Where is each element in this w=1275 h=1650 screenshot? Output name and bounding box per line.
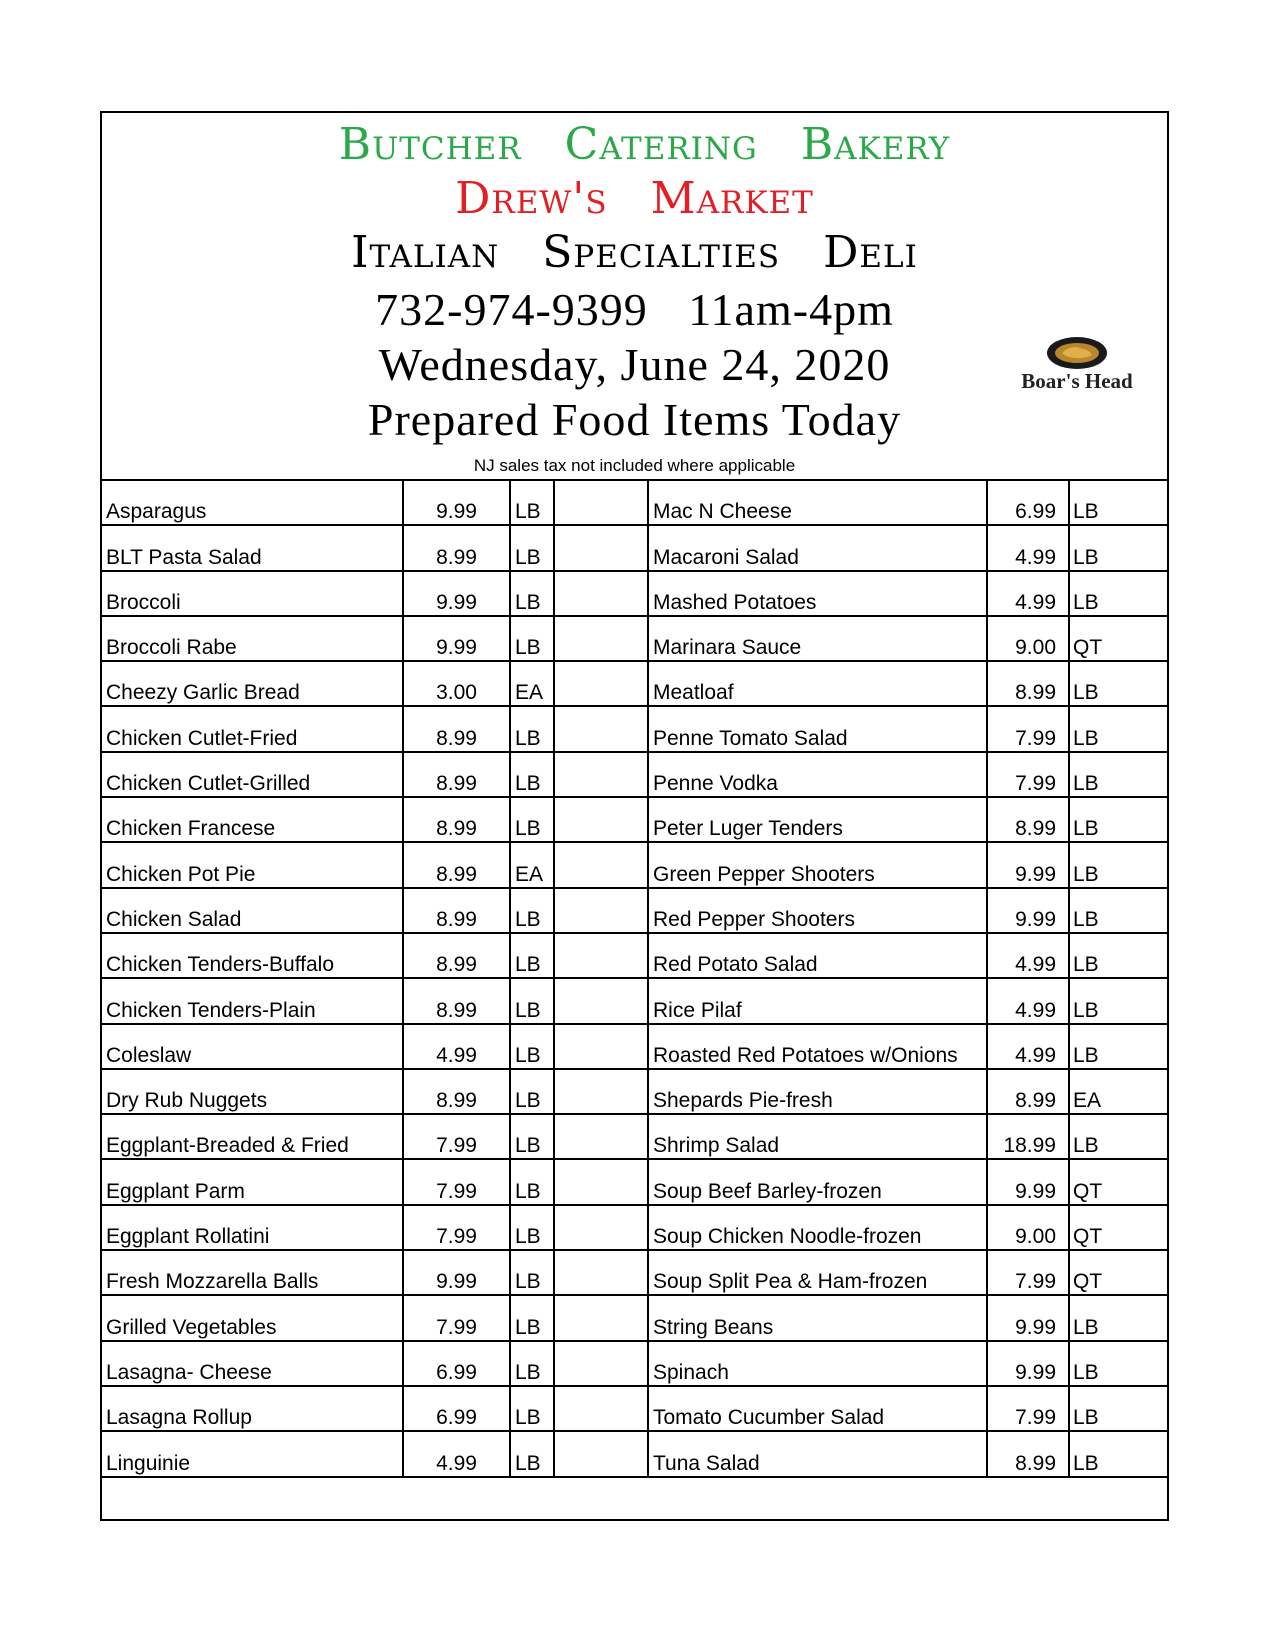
table-row [102, 752, 1167, 797]
item-unit: QT [1069, 616, 1167, 661]
item-price: 8.99 [403, 933, 510, 978]
item-unit: LB [510, 1069, 554, 1114]
item-price: 7.99 [987, 1386, 1069, 1431]
item-name: Chicken Tenders-Buffalo [102, 933, 403, 978]
item-unit: LB [510, 480, 554, 525]
menu-sheet [100, 111, 1169, 1521]
service-butcher: Butcher [338, 119, 522, 170]
item-price: 8.99 [403, 978, 510, 1023]
item-name: Shrimp Salad [648, 1114, 987, 1159]
specialty-deli: Deli [823, 227, 918, 278]
table-row [102, 978, 1167, 1023]
column-gap [554, 1114, 648, 1159]
table-row [102, 1295, 1167, 1340]
boars-head-logo [1012, 335, 1142, 395]
column-gap [554, 1341, 648, 1386]
table-row [102, 1205, 1167, 1250]
item-price: 7.99 [403, 1295, 510, 1340]
item-unit: LB [1069, 571, 1167, 616]
specialties-line [102, 227, 1167, 278]
item-name: Roasted Red Potatoes w/Onions [648, 1024, 987, 1069]
item-name: Chicken Cutlet-Fried [102, 706, 403, 751]
item-price: 9.00 [987, 1205, 1069, 1250]
table-row [102, 706, 1167, 751]
column-gap [554, 1386, 648, 1431]
store-name [102, 173, 1167, 224]
column-gap [554, 525, 648, 570]
specialty-specialties: Specialties [542, 227, 781, 278]
column-gap [554, 1069, 648, 1114]
item-name: Lasagna Rollup [102, 1386, 403, 1431]
item-price: 3.00 [403, 661, 510, 706]
item-price: 7.99 [403, 1114, 510, 1159]
item-name: Meatloaf [648, 661, 987, 706]
item-unit: LB [510, 1024, 554, 1069]
item-unit: LB [1069, 1114, 1167, 1159]
item-unit: LB [510, 797, 554, 842]
item-price: 9.99 [403, 616, 510, 661]
item-price: 6.99 [403, 1341, 510, 1386]
column-gap [554, 616, 648, 661]
item-price: 9.99 [987, 1295, 1069, 1340]
item-name: Mac N Cheese [648, 480, 987, 525]
item-unit: LB [510, 1205, 554, 1250]
item-unit: LB [1069, 752, 1167, 797]
table-row [102, 525, 1167, 570]
item-name: Tuna Salad [648, 1431, 987, 1476]
logo-text: Boar's Head [1021, 369, 1133, 393]
store-name-word-2: Market [650, 173, 814, 224]
item-name: Broccoli [102, 571, 403, 616]
column-gap [554, 1431, 648, 1476]
item-name: Macaroni Salad [648, 525, 987, 570]
item-name: Penne Tomato Salad [648, 706, 987, 751]
item-name: Rice Pilaf [648, 978, 987, 1023]
table-row [102, 1341, 1167, 1386]
item-price: 4.99 [403, 1024, 510, 1069]
item-price: 8.99 [987, 1069, 1069, 1114]
item-unit: LB [510, 933, 554, 978]
item-name: Chicken Tenders-Plain [102, 978, 403, 1023]
item-unit: LB [510, 1114, 554, 1159]
item-unit: QT [1069, 1159, 1167, 1204]
item-price: 9.99 [987, 1341, 1069, 1386]
item-name: Coleslaw [102, 1024, 403, 1069]
item-unit: LB [510, 1341, 554, 1386]
item-price: 8.99 [403, 797, 510, 842]
item-price: 8.99 [987, 1431, 1069, 1476]
table-row [102, 888, 1167, 933]
item-name: Penne Vodka [648, 752, 987, 797]
item-name: Eggplant Parm [102, 1159, 403, 1204]
item-unit: LB [510, 1250, 554, 1295]
item-name: Broccoli Rabe [102, 616, 403, 661]
service-bakery: Bakery [800, 119, 951, 170]
item-price: 7.99 [987, 1250, 1069, 1295]
item-price: 9.99 [987, 842, 1069, 887]
item-name: BLT Pasta Salad [102, 525, 403, 570]
item-name: Chicken Pot Pie [102, 842, 403, 887]
table-row [102, 480, 1167, 525]
item-name: Peter Luger Tenders [648, 797, 987, 842]
item-price: 4.99 [403, 1431, 510, 1476]
item-unit: EA [510, 842, 554, 887]
item-price: 4.99 [987, 1024, 1069, 1069]
column-gap [554, 480, 648, 525]
item-price: 7.99 [987, 706, 1069, 751]
item-price: 8.99 [403, 842, 510, 887]
item-unit: LB [510, 616, 554, 661]
item-name: Soup Split Pea & Ham-frozen [648, 1250, 987, 1295]
column-gap [554, 1024, 648, 1069]
item-price: 6.99 [987, 480, 1069, 525]
item-unit: LB [510, 706, 554, 751]
column-gap [554, 571, 648, 616]
item-price: 9.99 [987, 888, 1069, 933]
header [102, 113, 1167, 483]
item-price: 8.99 [403, 752, 510, 797]
table-row [102, 616, 1167, 661]
column-gap [554, 661, 648, 706]
table-row [102, 1386, 1167, 1431]
item-name: Red Pepper Shooters [648, 888, 987, 933]
item-name: Tomato Cucumber Salad [648, 1386, 987, 1431]
table-row [102, 1069, 1167, 1114]
item-unit: LB [1069, 1295, 1167, 1340]
item-price: 7.99 [403, 1205, 510, 1250]
store-name-word-1: Drew's [455, 173, 608, 224]
specialty-italian: Italian [351, 227, 500, 278]
item-name: Asparagus [102, 480, 403, 525]
item-price: 18.99 [987, 1114, 1069, 1159]
item-name: Soup Beef Barley-frozen [648, 1159, 987, 1204]
item-name: Mashed Potatoes [648, 571, 987, 616]
item-price: 6.99 [403, 1386, 510, 1431]
item-unit: QT [1069, 1250, 1167, 1295]
item-unit: LB [510, 888, 554, 933]
column-gap [554, 842, 648, 887]
item-price: 9.99 [403, 1250, 510, 1295]
item-price: 8.99 [403, 1069, 510, 1114]
contact-line [102, 283, 1167, 336]
item-price: 4.99 [987, 933, 1069, 978]
item-unit: LB [1069, 1024, 1167, 1069]
item-name: Grilled Vegetables [102, 1295, 403, 1340]
item-unit: LB [1069, 1341, 1167, 1386]
item-unit: LB [510, 1159, 554, 1204]
tax-note: NJ sales tax not included where applicable [473, 456, 796, 475]
table-row [102, 1250, 1167, 1295]
table-row [102, 1159, 1167, 1204]
table-row [102, 933, 1167, 978]
table-row [102, 797, 1167, 842]
table-row [102, 1114, 1167, 1159]
column-gap [554, 888, 648, 933]
menu-date: Wednesday, June 24, 2020 [378, 339, 891, 390]
table-row [102, 571, 1167, 616]
item-price: 9.99 [987, 1159, 1069, 1204]
table-row [102, 1431, 1167, 1476]
item-unit: LB [1069, 1386, 1167, 1431]
item-price: 9.99 [403, 571, 510, 616]
item-name: Green Pepper Shooters [648, 842, 987, 887]
item-name: Chicken Salad [102, 888, 403, 933]
item-unit: LB [1069, 661, 1167, 706]
item-name: Linguinie [102, 1431, 403, 1476]
table-row [102, 661, 1167, 706]
item-unit: LB [1069, 842, 1167, 887]
page-title: Prepared Food Items Today [367, 394, 902, 445]
item-name: Spinach [648, 1341, 987, 1386]
column-gap [554, 1295, 648, 1340]
column-gap [554, 1159, 648, 1204]
item-unit: LB [510, 978, 554, 1023]
item-price: 8.99 [987, 797, 1069, 842]
item-name: Chicken Francese [102, 797, 403, 842]
table-row [102, 1024, 1167, 1069]
item-price: 7.99 [987, 752, 1069, 797]
item-unit: LB [1069, 797, 1167, 842]
item-price: 8.99 [403, 706, 510, 751]
services-line [102, 119, 1167, 170]
item-name: Eggplant-Breaded & Fried [102, 1114, 403, 1159]
column-gap [554, 933, 648, 978]
item-price: 4.99 [987, 571, 1069, 616]
item-price: 4.99 [987, 525, 1069, 570]
item-unit: LB [510, 1431, 554, 1476]
item-name: Shepards Pie-fresh [648, 1069, 987, 1114]
column-gap [554, 1205, 648, 1250]
item-unit: LB [510, 752, 554, 797]
item-name: Soup Chicken Noodle-frozen [648, 1205, 987, 1250]
column-gap [554, 706, 648, 751]
item-price: 4.99 [987, 978, 1069, 1023]
item-name: Cheezy Garlic Bread [102, 661, 403, 706]
item-unit: LB [1069, 480, 1167, 525]
item-name: Marinara Sauce [648, 616, 987, 661]
column-gap [554, 1250, 648, 1295]
item-unit: LB [510, 571, 554, 616]
item-name: Dry Rub Nuggets [102, 1069, 403, 1114]
item-name: Fresh Mozzarella Balls [102, 1250, 403, 1295]
column-gap [554, 752, 648, 797]
item-name: Chicken Cutlet-Grilled [102, 752, 403, 797]
item-unit: LB [1069, 525, 1167, 570]
item-unit: LB [1069, 706, 1167, 751]
item-unit: LB [510, 1295, 554, 1340]
column-gap [554, 978, 648, 1023]
item-price: 7.99 [403, 1159, 510, 1204]
item-unit: LB [1069, 1431, 1167, 1476]
service-catering: Catering [564, 119, 758, 170]
item-price: 8.99 [403, 525, 510, 570]
item-price: 8.99 [403, 888, 510, 933]
item-unit: LB [510, 1386, 554, 1431]
item-unit: LB [1069, 888, 1167, 933]
item-name: Eggplant Rollatini [102, 1205, 403, 1250]
item-unit: LB [1069, 933, 1167, 978]
table-row [102, 842, 1167, 887]
item-price: 8.99 [987, 661, 1069, 706]
item-unit: QT [1069, 1205, 1167, 1250]
item-name: Lasagna- Cheese [102, 1341, 403, 1386]
item-unit: LB [510, 525, 554, 570]
item-unit: EA [510, 661, 554, 706]
price-table [102, 479, 1167, 1478]
store-hours: 11am-4pm [688, 284, 894, 335]
column-gap [554, 797, 648, 842]
item-unit: LB [1069, 978, 1167, 1023]
item-name: Red Potato Salad [648, 933, 987, 978]
item-name: String Beans [648, 1295, 987, 1340]
item-unit: EA [1069, 1069, 1167, 1114]
item-price: 9.99 [403, 480, 510, 525]
item-price: 9.00 [987, 616, 1069, 661]
phone-number: 732-974-9399 [375, 284, 648, 335]
